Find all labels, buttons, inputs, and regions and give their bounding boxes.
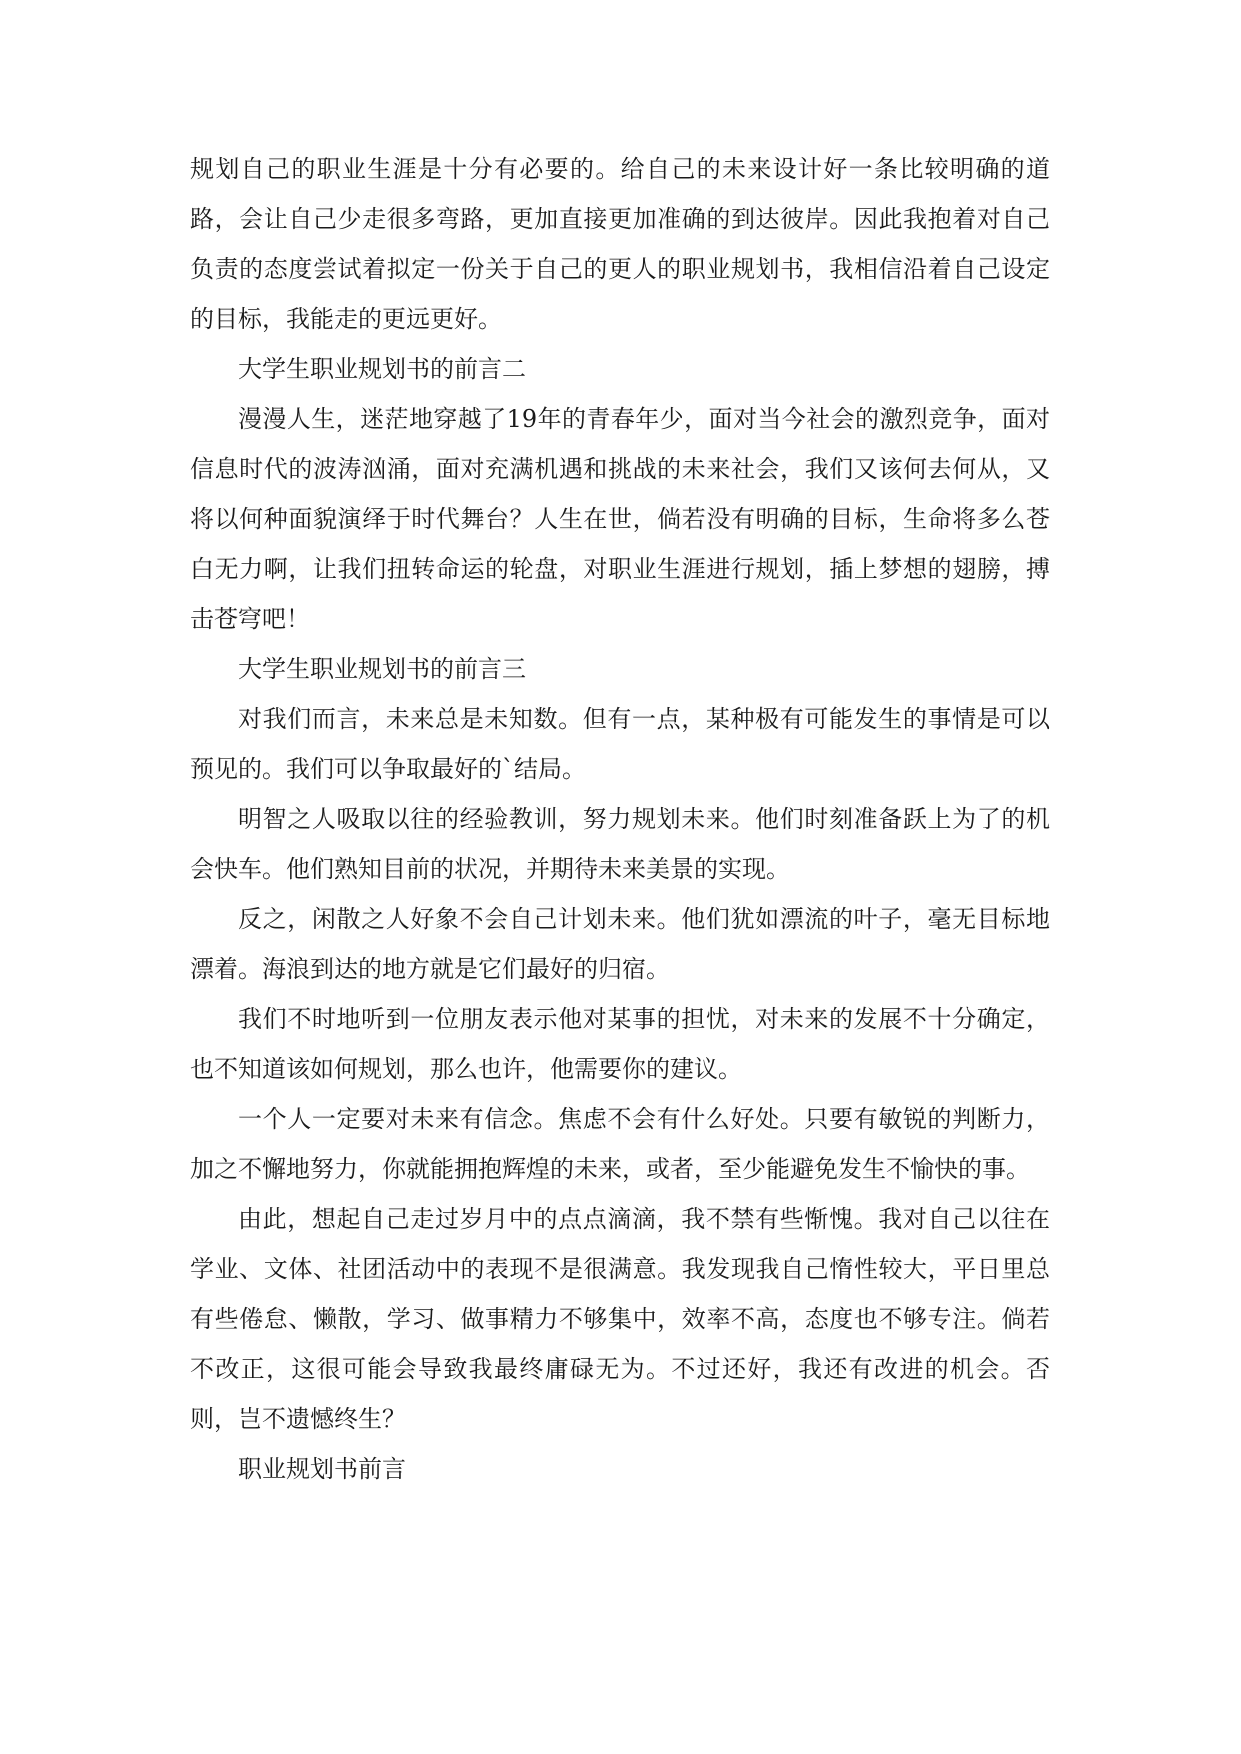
section-heading-preface-three: 大学生职业规划书的前言三 <box>238 655 526 683</box>
section-heading-preface-two: 大学生职业规划书的前言二 <box>238 355 526 383</box>
paragraph: 反之，闲散之人好象不会自己计划未来。他们犹如漂流的叶子，毫无目标地漂着。海浪到达的地方就是它们最好的归宿。 <box>190 905 1050 983</box>
paragraph: 一个人一定要对未来有信念。焦虑不会有什么好处。只要有敏锐的判断力，加之不懈地努力，你就能拥抱辉煌的未来，或者，至少能避免发生不愉快的事。 <box>190 1105 1050 1183</box>
paragraph: 由此，想起自己走过岁月中的点点滴滴，我不禁有些惭愧。我对自己以往在学业、文体、社团活动中的表现不是很满意。我发现我自己惰性较大，平日里总有些倦怠、懒散，学习、做事精力不够集中，效率不高，态度也不够专注。倘若不改正，这很可能会导致我最终庸碌无为。不过还好，我还有改进的机会。否则，岂不遗憾终生？ <box>190 1205 1050 1433</box>
section-heading-career-preface: 职业规划书前言 <box>238 1455 406 1483</box>
document-body <box>190 144 1050 1494</box>
paragraph: 对我们而言，未来总是未知数。但有一点，某种极有可能发生的事情是可以预见的。我们可以争取最好的`结局。 <box>190 705 1050 783</box>
paragraph: 明智之人吸取以往的经验教训，努力规划未来。他们时刻准备跃上为了的机会快车。他们熟知目前的状况，并期待未来美景的实现。 <box>190 805 1050 883</box>
paragraph-intro: 规划自己的职业生涯是十分有必要的。给自己的未来设计好一条比较明确的道路，会让自己少走很多弯路，更加直接更加准确的到达彼岸。因此我抱着对自己负责的态度尝试着拟定一份关于自己的更人的职业规划书，我相信沿着自己设定的目标，我能走的更远更好。 <box>190 155 1050 333</box>
paragraph: 漫漫人生，迷茫地穿越了19年的青春年少，面对当今社会的激烈竞争，面对信息时代的波涛汹涌，面对充满机遇和挑战的未来社会，我们又该何去何从，又将以何种面貌演绎于时代舞台？人生在世，倘若没有明确的目标，生命将多么苍白无力啊，让我们扭转命运的轮盘，对职业生涯进行规划，插上梦想的翅膀，搏击苍穹吧！ <box>190 405 1050 633</box>
paragraph: 我们不时地听到一位朋友表示他对某事的担忧，对未来的发展不十分确定，也不知道该如何规划，那么也许，他需要你的建议。 <box>190 1005 1050 1083</box>
